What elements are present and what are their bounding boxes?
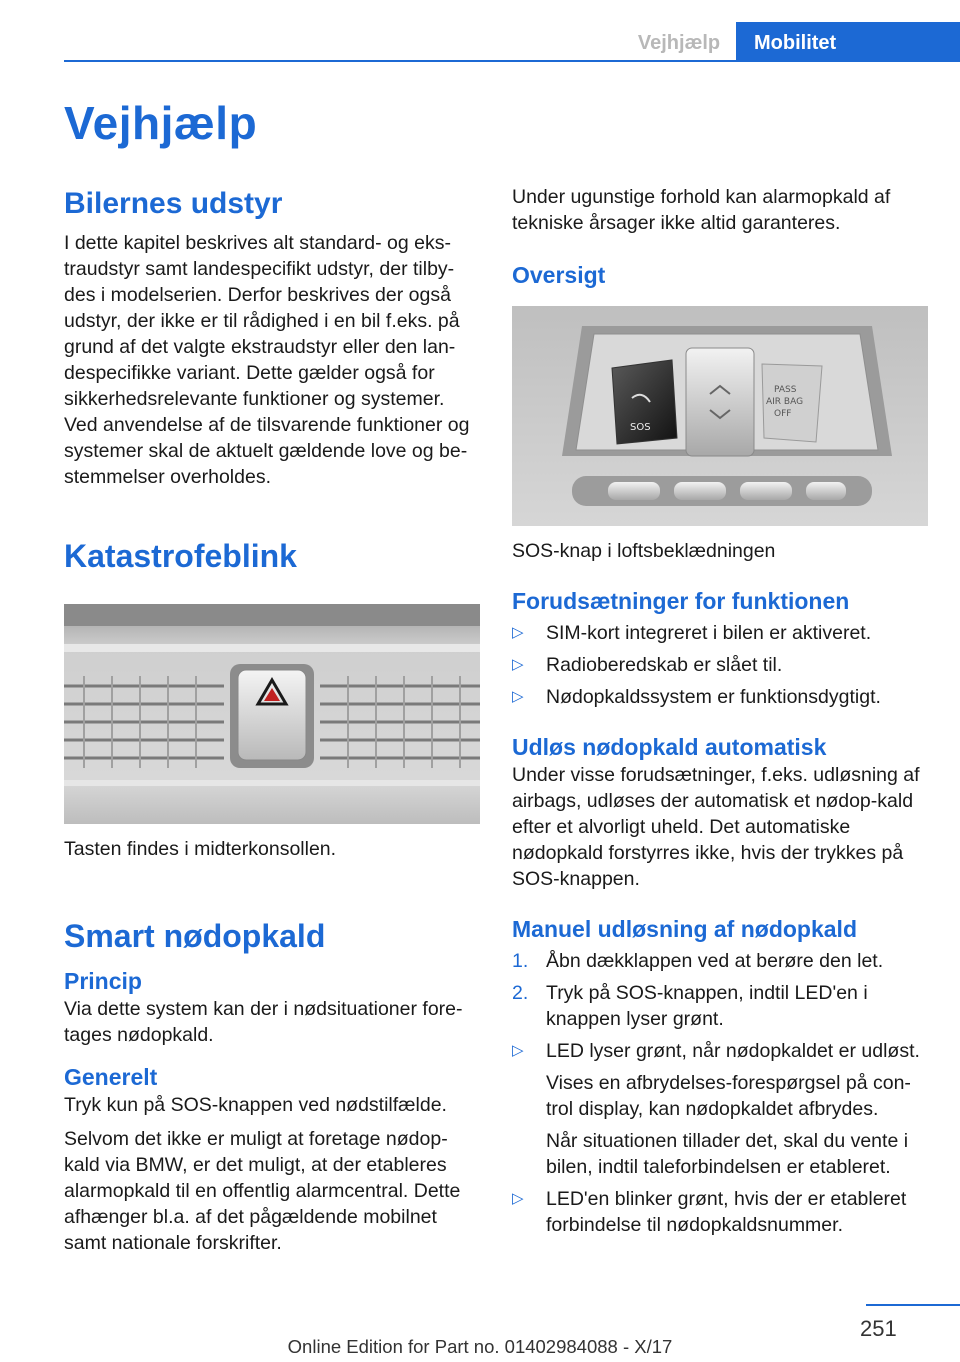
text-udlos-automatisk: Under visse forudsætninger, f.eks. udløsning af airbags, udløses der automatisk et nødop-kald efter et alvorligt uheld. Det automatiske nødopkald forstyrres ikke, hvis der trykkes på SOS-knappen. — [512, 764, 920, 890]
step-item: 1. Åbn dækklappen ved at berøre den let. — [512, 950, 884, 972]
triangle-right-outline-icon: ▷ — [512, 656, 524, 673]
subtitle-princip: Princip — [64, 968, 142, 994]
section-text-bilernes-udstyr: I dette kapitel beskrives alt standard- og eks-traudstyr samt landespecifikt udstyr, der tilby-des i modelserien. Derfor beskrives der også udstyr, der ikke er til rådighed i en bil f.eks. på grund af det valgte ekstraudstyr eller den lan-despecifikke variant. Dette gælder også for sikkerhedsrelevante funktioner og systemer. Ved anvendelse af de tilsvarende funktioner og systemer skal de aktuelt gældende love og be-stemmelser overholdes. — [64, 232, 470, 488]
svg-text:PASS: PASS — [774, 385, 797, 395]
list-item: ▷ Radioberedskab er slået til. — [512, 654, 783, 676]
text-princip: Via dette system kan der i nødsituationer fore-tages nødopkald. — [64, 998, 463, 1046]
left-column — [64, 184, 480, 1256]
triangle-right-outline-icon: ▷ — [512, 688, 524, 705]
footer-edition: Online Edition for Part no. 01402984088 - X/17 — [287, 1336, 673, 1357]
sos-button-image — [512, 306, 928, 526]
svg-text:AIR BAG: AIR BAG — [766, 397, 804, 407]
result-item: ▷ LED lyser grønt, når nødopkaldet er udløst. Vises en afbrydelses-forespørgsel på con-trol display, kan nødopkaldet afbrydes. Når situationen tillader det, skal du vente i bilen, indtil taleforbindelsen er etableret. — [512, 1038, 928, 1180]
page-number: 251 — [860, 1316, 897, 1341]
result-subtext: Når situationen tillader det, skal du vente i bilen, indtil taleforbindelsen er etableret. — [546, 1130, 909, 1178]
header-tab-vejhjaelp[interactable]: Vejhjælp — [637, 32, 721, 54]
intro-text: Under ugunstige forhold kan alarmopkald af tekniske årsager ikke altid garanteres. — [512, 186, 891, 234]
text-generelt-1: Tryk kun på SOS-knappen ved nødstilfælde. — [64, 1094, 447, 1116]
result-item: ▷ LED'en blinker grønt, hvis der er etableret forbindelse til nødopkaldsnummer. — [512, 1188, 907, 1236]
footer-rule — [866, 1304, 960, 1306]
subtitle-manuel-udlosning: Manuel udløsning af nødopkald — [512, 916, 857, 942]
subtitle-oversigt: Oversigt — [512, 262, 606, 288]
section-title-smart-nodopkald: Smart nødopkald — [64, 918, 326, 954]
manual-steps-list — [512, 948, 928, 1238]
list-item: ▷ SIM-kort integreret i bilen er aktiveret. — [512, 622, 872, 644]
svg-text:OFF: OFF — [774, 409, 792, 419]
prereq-list — [512, 620, 928, 710]
hazard-switch-image — [64, 604, 480, 824]
section-title-bilernes-udstyr: Bilernes udstyr — [64, 187, 283, 220]
triangle-right-outline-icon: ▷ — [512, 624, 524, 641]
section-title-katastrofeblink: Katastrofeblink — [64, 538, 297, 574]
caption-oversigt: SOS-knap i loftsbeklædningen — [512, 540, 776, 562]
page-title: Vejhjælp — [64, 97, 258, 149]
subtitle-generelt: Generelt — [64, 1064, 158, 1090]
triangle-right-outline-icon: ▷ — [512, 1042, 524, 1059]
step-item: 2. Tryk på SOS-knappen, indtil LED'en i knappen lyser grønt. — [512, 982, 868, 1030]
sos-label: SOS — [630, 422, 651, 433]
result-subtext: Vises en afbrydelses-forespørgsel på con-trol display, kan nødopkaldet afbrydes. — [546, 1072, 911, 1120]
subtitle-forudsaetninger: Forudsætninger for funktionen — [512, 588, 850, 614]
sos-button-photo — [512, 306, 928, 526]
right-column — [512, 184, 928, 1238]
text-generelt-2: Selvom det ikke er muligt at foretage nødop-kald via BMW, er det muligt, at der etableres alarmopkald til en offentlig alarmcentral. Dette afhænger bl.a. af det pågældende mobilnet samt nationale forskrifter. — [64, 1128, 461, 1254]
header-tab-mobilitet[interactable]: Mobilitet — [736, 22, 960, 62]
hazard-switch-photo — [64, 604, 480, 824]
triangle-right-outline-icon: ▷ — [512, 1190, 524, 1207]
subtitle-udlos-automatisk: Udløs nødopkald automatisk — [512, 734, 827, 760]
header-rule — [64, 60, 960, 62]
list-item: ▷ Nødopkaldssystem er funktionsdygtigt. — [512, 686, 881, 708]
caption-katastrofeblink: Tasten findes i midterkonsollen. — [64, 838, 337, 860]
